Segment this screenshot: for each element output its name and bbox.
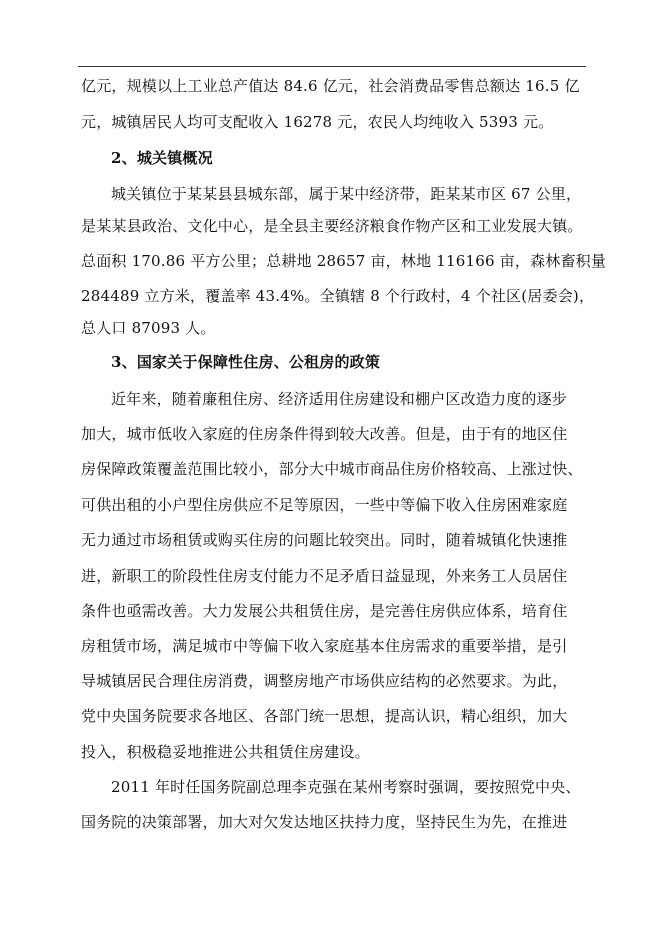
paragraph-line: 城关镇位于某某县县城东部，属于某中经济带，距某某市区 67 公里，	[111, 185, 582, 203]
paragraph-line: 条件也亟需改善。大力发展公共租赁住房，是完善住房供应体系，培育住	[81, 602, 568, 620]
paragraph-line: 总面积 170.86 平方公里；总耕地 28657 亩，林地 116166 亩，森林畜积量	[81, 252, 607, 270]
paragraph-line: 总人口 87093 人。	[81, 319, 216, 337]
section-heading-3: 3、国家关于保障性住房、公租房的政策	[111, 353, 381, 371]
paragraph-line: 进，新职工的阶段性住房支付能力不足矛盾日益显现，外来务工人员居住	[81, 567, 568, 585]
paragraph-line: 284489 立方米，覆盖率 43.4%。全镇辖 8 个行政村，4 个社区(居委会)，	[81, 287, 595, 305]
paragraph-line: 元，城镇居民人均可支配收入 16278 元，农民人均纯收入 5393 元。	[81, 113, 554, 131]
header-rule	[78, 66, 586, 67]
paragraph-line: 近年来，随着廉租住房、经济适用住房建设和棚户区改造力度的逐步	[111, 390, 568, 408]
paragraph-line: 2011 年时任国务院副总理李克强在某州考察时强调，要按照党中央、	[111, 778, 581, 796]
paragraph-line: 投入，积极稳妥地推进公共租赁住房建设。	[81, 743, 370, 761]
paragraph-line: 亿元，规模以上工业总产值达 84.6 亿元，社会消费品零售总额达 16.5 亿	[81, 77, 580, 95]
paragraph-line: 可供出租的小户型住房供应不足等原因，一些中等偏下收入住房困难家庭	[81, 496, 568, 514]
paragraph-line: 房租赁市场，满足城市中等偏下收入家庭基本住房需求的重要举措，是引	[81, 637, 568, 655]
paragraph-line: 导城镇居民合理住房消费，调整房地产市场供应结构的必然要求。为此，	[81, 672, 568, 690]
paragraph-line: 是某某县政治、文化中心，是全县主要经济粮食作物产区和工业发展大镇。	[81, 217, 583, 235]
paragraph-line: 国务院的决策部署，加大对欠发达地区扶持力度，坚持民生为先，在推进	[81, 813, 568, 831]
paragraph-line: 加大，城市低收入家庭的住房条件得到较大改善。但是，由于有的地区住	[81, 425, 568, 443]
paragraph-line: 无力通过市场租赁或购买住房的问题比较突出。同时，随着城镇化快速推	[81, 531, 568, 549]
section-heading-2: 2、城关镇概况	[111, 149, 213, 167]
paragraph-line: 房保障政策覆盖范围比较小，部分大中城市商品住房价格较高、上涨过快、	[81, 460, 583, 478]
paragraph-line: 党中央国务院要求各地区、各部门统一思想，提高认识，精心组织，加大	[81, 707, 568, 725]
